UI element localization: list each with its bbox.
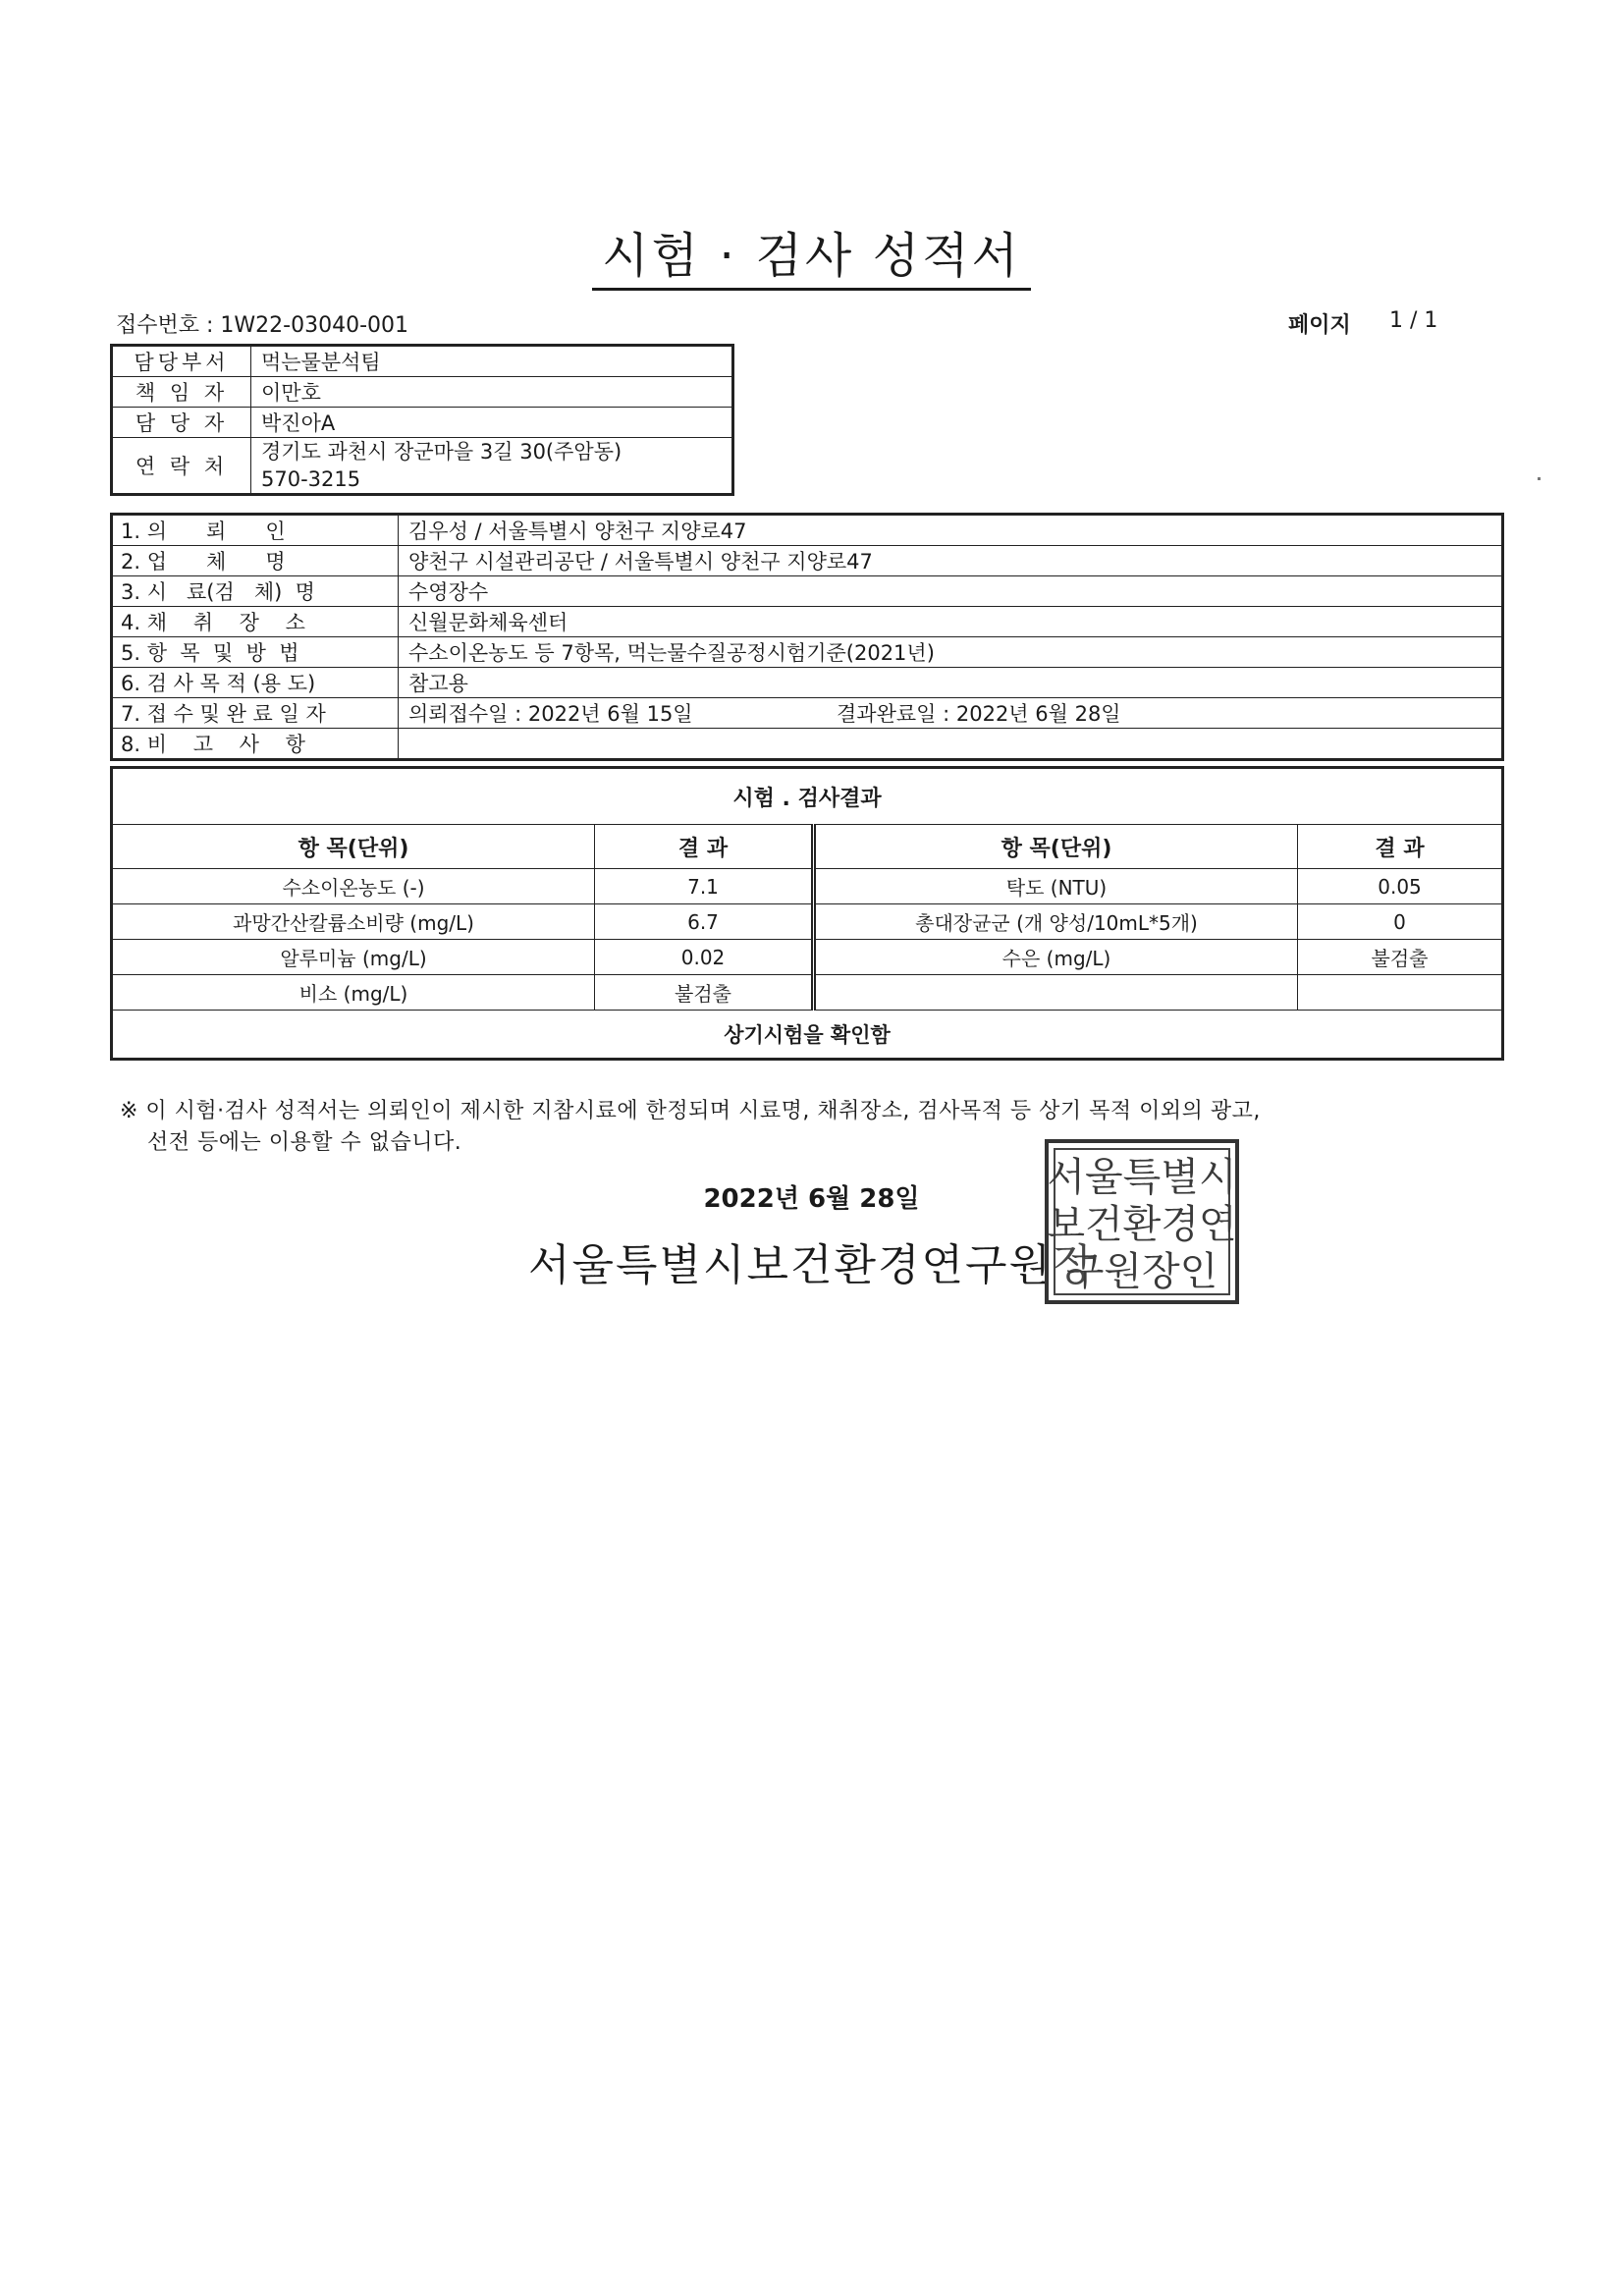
completed-date: 결과완료일 : 2022년 6월 28일 <box>837 702 1121 726</box>
col-item-header: 항 목(단위) <box>814 825 1298 869</box>
address-line: 경기도 과천시 장군마을 3길 30(주암동) <box>261 440 622 464</box>
table-row <box>112 975 1503 1011</box>
table-row <box>112 940 1503 975</box>
col-result-header: 결 과 <box>595 825 814 869</box>
note-line: 선전 등에는 이용할 수 없습니다. <box>147 1130 462 1155</box>
info-value: 수영장수 <box>399 576 1503 607</box>
contact-value: 먹는물분석팀 <box>251 346 733 377</box>
result-item: 수소이온농도 (-) <box>112 869 595 904</box>
result-item <box>814 975 1298 1011</box>
info-value: 김우성 / 서울특별시 양천구 지양로47 <box>399 515 1503 546</box>
info-table <box>110 513 1504 761</box>
result-value: 불검출 <box>595 975 814 1011</box>
info-label: 3. 시 료(검 체) 명 <box>112 576 399 607</box>
contact-table <box>110 344 734 496</box>
contact-value: 박진아A <box>251 408 733 438</box>
result-item: 비소 (mg/L) <box>112 975 595 1011</box>
info-label: 8. 비 고 사 항 <box>112 729 399 760</box>
col-result-header: 결 과 <box>1298 825 1503 869</box>
seal-graphic <box>1049 1143 1235 1300</box>
official-seal-stamp <box>1045 1139 1239 1304</box>
issue-date: 2022년 6월 28일 <box>703 1184 920 1214</box>
receipt-number: 접수번호 : 1W22-03040-001 <box>116 313 409 338</box>
result-value: 7.1 <box>595 869 814 904</box>
page-number: 1 / 1 <box>1389 308 1438 333</box>
seal-line: 구원장인 <box>1065 1249 1218 1294</box>
table-row <box>112 904 1503 940</box>
received-date: 의뢰접수일 : 2022년 6월 15일 <box>408 702 693 726</box>
info-value: 참고용 <box>399 668 1503 698</box>
info-label: 2. 업 체 명 <box>112 546 399 576</box>
result-item: 총대장균군 (개 양성/10mL*5개) <box>814 904 1298 940</box>
issuer-name: 서울특별시보건환경연구원장 <box>528 1240 1097 1290</box>
result-item: 과망간산칼륨소비량 (mg/L) <box>112 904 595 940</box>
result-item: 수은 (mg/L) <box>814 940 1298 975</box>
disclaimer-note <box>120 1096 1494 1159</box>
info-label: 5. 항 목 및 방 법 <box>112 637 399 668</box>
info-value: 수소이온농도 등 7항목, 먹는물수질공정시험기준(2021년) <box>399 637 1503 668</box>
result-value: 0.05 <box>1298 869 1503 904</box>
info-label: 7. 접 수 및 완 료 일 자 <box>112 698 399 729</box>
results-table <box>110 766 1504 1061</box>
seal-line: 서울특별시 <box>1049 1155 1235 1200</box>
dates-cell <box>399 698 1503 729</box>
result-value <box>1298 975 1503 1011</box>
confirm-text: 상기시험을 확인함 <box>112 1011 1503 1060</box>
result-value: 0.02 <box>595 940 814 975</box>
info-label: 4. 채 취 장 소 <box>112 607 399 637</box>
result-item: 알루미늄 (mg/L) <box>112 940 595 975</box>
scan-speck <box>1538 477 1541 480</box>
result-value: 0 <box>1298 904 1503 940</box>
contact-label: 책 임 자 <box>112 377 251 408</box>
document-title: 시험 · 검사 성적서 <box>0 218 1623 287</box>
info-label: 6. 검 사 목 적 (용 도) <box>112 668 399 698</box>
result-value: 불검출 <box>1298 940 1503 975</box>
info-value: 양천구 시설관리공단 / 서울특별시 양천구 지양로47 <box>399 546 1503 576</box>
contact-address <box>251 438 733 495</box>
phone-line: 570-3215 <box>261 467 361 491</box>
contact-label: 담 당 자 <box>112 408 251 438</box>
contact-label: 연 락 처 <box>112 438 251 495</box>
table-row <box>112 869 1503 904</box>
page-label: 페이지 <box>1288 313 1351 338</box>
contact-value: 이만호 <box>251 377 733 408</box>
result-item: 탁도 (NTU) <box>814 869 1298 904</box>
info-label: 1. 의 뢰 인 <box>112 515 399 546</box>
result-value: 6.7 <box>595 904 814 940</box>
info-value: 신월문화체육센터 <box>399 607 1503 637</box>
seal-line: 보건환경연 <box>1049 1202 1235 1247</box>
col-item-header: 항 목(단위) <box>112 825 595 869</box>
contact-label: 담당부서 <box>112 346 251 377</box>
info-value <box>399 729 1503 760</box>
note-line: ※ 이 시험·검사 성적서는 의뢰인이 제시한 지참시료에 한정되며 시료명, 채취장소, 검사목적 등 상기 목적 이외의 광고, <box>120 1099 1261 1123</box>
results-heading: 시험 . 검사결과 <box>112 768 1503 825</box>
